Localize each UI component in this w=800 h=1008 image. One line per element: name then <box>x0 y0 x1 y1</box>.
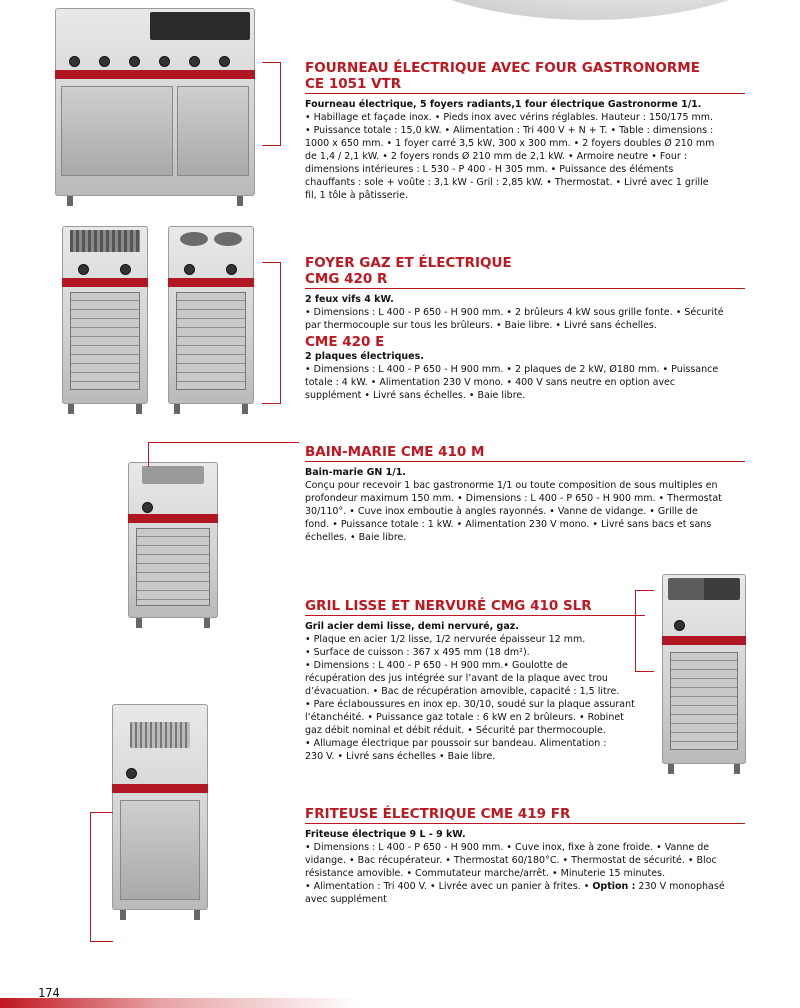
open-cabinet <box>670 652 738 750</box>
knob-icon <box>159 56 170 67</box>
product-description <box>305 363 745 402</box>
description-line: profondeur maximum 150 mm. • Dimensions : L 400 - P 650 - H 900 mm. • Thermostat <box>305 493 722 504</box>
leg <box>136 404 142 414</box>
leg <box>242 404 248 414</box>
griddle-plate <box>668 578 740 600</box>
red-band <box>128 514 218 523</box>
open-cabinet <box>70 292 140 390</box>
product-model-variant: CME 420 E <box>305 334 385 350</box>
leg <box>734 764 740 774</box>
knob-icon <box>226 264 237 275</box>
description-line: résistance amovible. • Commutateur marche/arrêt. • Minuterie 15 minutes. <box>305 868 666 879</box>
leg <box>120 910 126 920</box>
product-subtitle: Gril acier demi lisse, demi nervuré, gaz. <box>305 621 519 632</box>
red-band <box>662 636 746 645</box>
description-line: 30/110°. • Cuve inox emboutie à angles rayonnés. • Vanne de vidange. • Grille de <box>305 506 698 517</box>
description-line: Conçu pour recevoir 1 bac gastronorme 1/1 ou toute composition de sous multiples en <box>305 480 718 491</box>
description-line: fond. • Puissance totale : 1 kW. • Alimentation 230 V mono. • Livré sans bacs et sans <box>305 519 712 530</box>
gas-burner-grate <box>70 230 140 252</box>
knob-icon <box>126 768 137 779</box>
product-block-griddle <box>305 598 645 763</box>
product-description <box>305 479 745 544</box>
product-subtitle: Fourneau électrique, 5 foyers radiants,1 four électrique Gastronorme 1/1. <box>305 99 702 110</box>
description-line: • Allumage électrique par poussoir sur bandeau. Alimentation : <box>305 738 607 749</box>
product-block-fryer <box>305 806 745 906</box>
product-block-gas-electric-hob <box>305 255 745 402</box>
product-image-bain-marie <box>128 462 218 618</box>
red-band <box>55 70 255 79</box>
basin <box>142 466 204 484</box>
product-model: CE 1051 VTR <box>305 76 402 92</box>
product-title: FOYER GAZ ET ÉLECTRIQUE <box>305 255 512 271</box>
description-line: • Dimensions : L 400 - P 650 - H 900 mm. • 2 brûleurs 4 kW sous grille fonte. • Sécurité <box>305 307 724 318</box>
title-underline <box>305 288 745 289</box>
ceramic-hob <box>150 12 250 40</box>
fryer-basket <box>130 722 190 748</box>
knob-icon <box>99 56 110 67</box>
description-line: dimensions intérieures : L 530 - P 400 - H 305 mm. • Puissance des éléments <box>305 164 674 175</box>
description-line: fil, 1 tôle à pâtisserie. <box>305 190 408 201</box>
description-line: • Surface de cuisson : 367 x 495 mm (18 dm²). <box>305 647 530 658</box>
description-line: l’étanchéité. • Puissance gaz totale : 6 kW en 2 brûleurs. • Robinet <box>305 712 624 723</box>
callout-bracket <box>262 62 281 146</box>
knob-icon <box>189 56 200 67</box>
knob-icon <box>120 264 131 275</box>
description-line: 230 V. • Livré sans échelles • Baie libre. <box>305 751 496 762</box>
description-line: de 1,4 / 2,1 kW. • 2 foyers ronds Ø 210 mm de 2,1 kW. • Armoire neutre • Four : <box>305 151 687 162</box>
knob-icon <box>674 620 685 631</box>
leg <box>68 404 74 414</box>
title-underline <box>305 93 745 94</box>
callout-bracket <box>262 262 281 404</box>
leg <box>204 618 210 628</box>
product-description <box>305 633 645 763</box>
callout-bracket <box>90 812 113 942</box>
leg <box>174 404 180 414</box>
description-line: • Puissance totale : 15,0 kW. • Alimentation : Tri 400 V + N + T. • Table : dimensions : <box>305 125 714 136</box>
hot-plate <box>180 232 208 246</box>
description-line: par thermocouple sur tous les brûleurs. • Baie libre. • Livré sans échelles. <box>305 320 657 331</box>
oven-door <box>61 86 173 176</box>
product-model: CMG 420 R <box>305 271 388 287</box>
red-band <box>168 278 254 287</box>
title-underline <box>305 615 645 616</box>
leg <box>67 196 73 206</box>
product-image-griddle <box>662 574 746 764</box>
product-description <box>305 306 745 332</box>
description-line: supplément • Livré sans échelles. • Baie libre. <box>305 390 526 401</box>
cabinet-door <box>177 86 249 176</box>
product-description <box>305 841 745 906</box>
hot-plate <box>214 232 242 246</box>
product-block-bain-marie <box>305 444 745 544</box>
description-line: récupération des jus intégrée sur l’avant de la plaque avec trou <box>305 673 608 684</box>
product-image-electric-hob <box>168 226 254 404</box>
title-underline <box>305 823 745 824</box>
description-line: • Dimensions : L 400 - P 650 - H 900 mm. • 2 plaques de 2 kW, Ø180 mm. • Puissance <box>305 364 719 375</box>
knob-icon <box>69 56 80 67</box>
product-subtitle: Bain-marie GN 1/1. <box>305 467 406 478</box>
product-title: GRIL LISSE ET NERVURÉ CMG 410 SLR <box>305 598 592 614</box>
footer-accent-bar <box>0 998 800 1008</box>
knob-icon <box>184 264 195 275</box>
callout-bracket <box>148 442 299 467</box>
description-line: • Habillage et façade inox. • Pieds inox avec vérins réglables. Hauteur : 150/175 mm. <box>305 112 714 123</box>
leg <box>237 196 243 206</box>
page-number: 174 <box>38 986 60 1000</box>
description-line: • Plaque en acier 1/2 lisse, 1/2 nervurée épaisseur 12 mm. <box>305 634 586 645</box>
option-label: Option : <box>592 881 636 892</box>
product-description <box>305 111 745 202</box>
cabinet-door <box>120 800 200 900</box>
description-line: chauffants : sole + voûte : 3,1 kW - Gril : 2,85 kW. • Thermostat. • Livré avec 1 grille <box>305 177 709 188</box>
product-image-gas-hob <box>62 226 148 404</box>
description-line: 1000 x 650 mm. • 1 foyer carré 3,5 kW, 300 x 300 mm. • 2 foyers doubles Ø 210 mm <box>305 138 715 149</box>
product-title: FOURNEAU ÉLECTRIQUE AVEC FOUR GASTRONORME <box>305 60 700 76</box>
knob-icon <box>78 264 89 275</box>
description-line: • Pare éclaboussures en inox ep. 30/10, soudé sur la plaque assurant <box>305 699 635 710</box>
product-subtitle: 2 feux vifs 4 kW. <box>305 294 394 305</box>
description-line: vidange. • Bac récupérateur. • Thermostat 60/180°C. • Thermostat de sécurité. • Bloc <box>305 855 717 866</box>
leg <box>668 764 674 774</box>
product-block-range-oven <box>305 60 745 202</box>
description-line <box>305 880 745 893</box>
product-image-range-oven <box>55 8 255 196</box>
description-line: échelles. • Baie libre. <box>305 532 407 543</box>
product-title: FRITEUSE ÉLECTRIQUE CME 419 FR <box>305 806 571 822</box>
title-underline <box>305 461 745 462</box>
knob-icon <box>219 56 230 67</box>
leg <box>136 618 142 628</box>
product-subtitle: 2 plaques électriques. <box>305 351 424 362</box>
description-line: totale : 4 kW. • Alimentation 230 V mono. • 400 V sans neutre en option avec <box>305 377 676 388</box>
option-text: 230 V monophasé <box>635 881 725 892</box>
description-line: • Dimensions : L 400 - P 650 - H 900 mm. • Cuve inox, fixe à zone froide. • Vanne de <box>305 842 710 853</box>
decorative-top-arc <box>380 0 800 20</box>
open-cabinet <box>176 292 246 390</box>
product-subtitle: Friteuse électrique 9 L - 9 kW. <box>305 829 466 840</box>
knob-icon <box>129 56 140 67</box>
leg <box>194 910 200 920</box>
description-line: avec supplément <box>305 894 387 905</box>
product-image-fryer <box>112 704 208 910</box>
product-title: BAIN-MARIE CME 410 M <box>305 444 485 460</box>
knob-icon <box>142 502 153 513</box>
description-line: d’évacuation. • Bac de récupération amovible, capacité : 1,5 litre. <box>305 686 620 697</box>
description-text: • Alimentation : Tri 400 V. • Livrée avec un panier à frites. • <box>305 881 593 892</box>
red-band <box>62 278 148 287</box>
description-line: gaz débit nominal et débit réduit. • Sécurité par thermocouple. <box>305 725 606 736</box>
red-band <box>112 784 208 793</box>
open-cabinet <box>136 528 210 606</box>
description-line: • Dimensions : L 400 - P 650 - H 900 mm.• Goulotte de <box>305 660 568 671</box>
